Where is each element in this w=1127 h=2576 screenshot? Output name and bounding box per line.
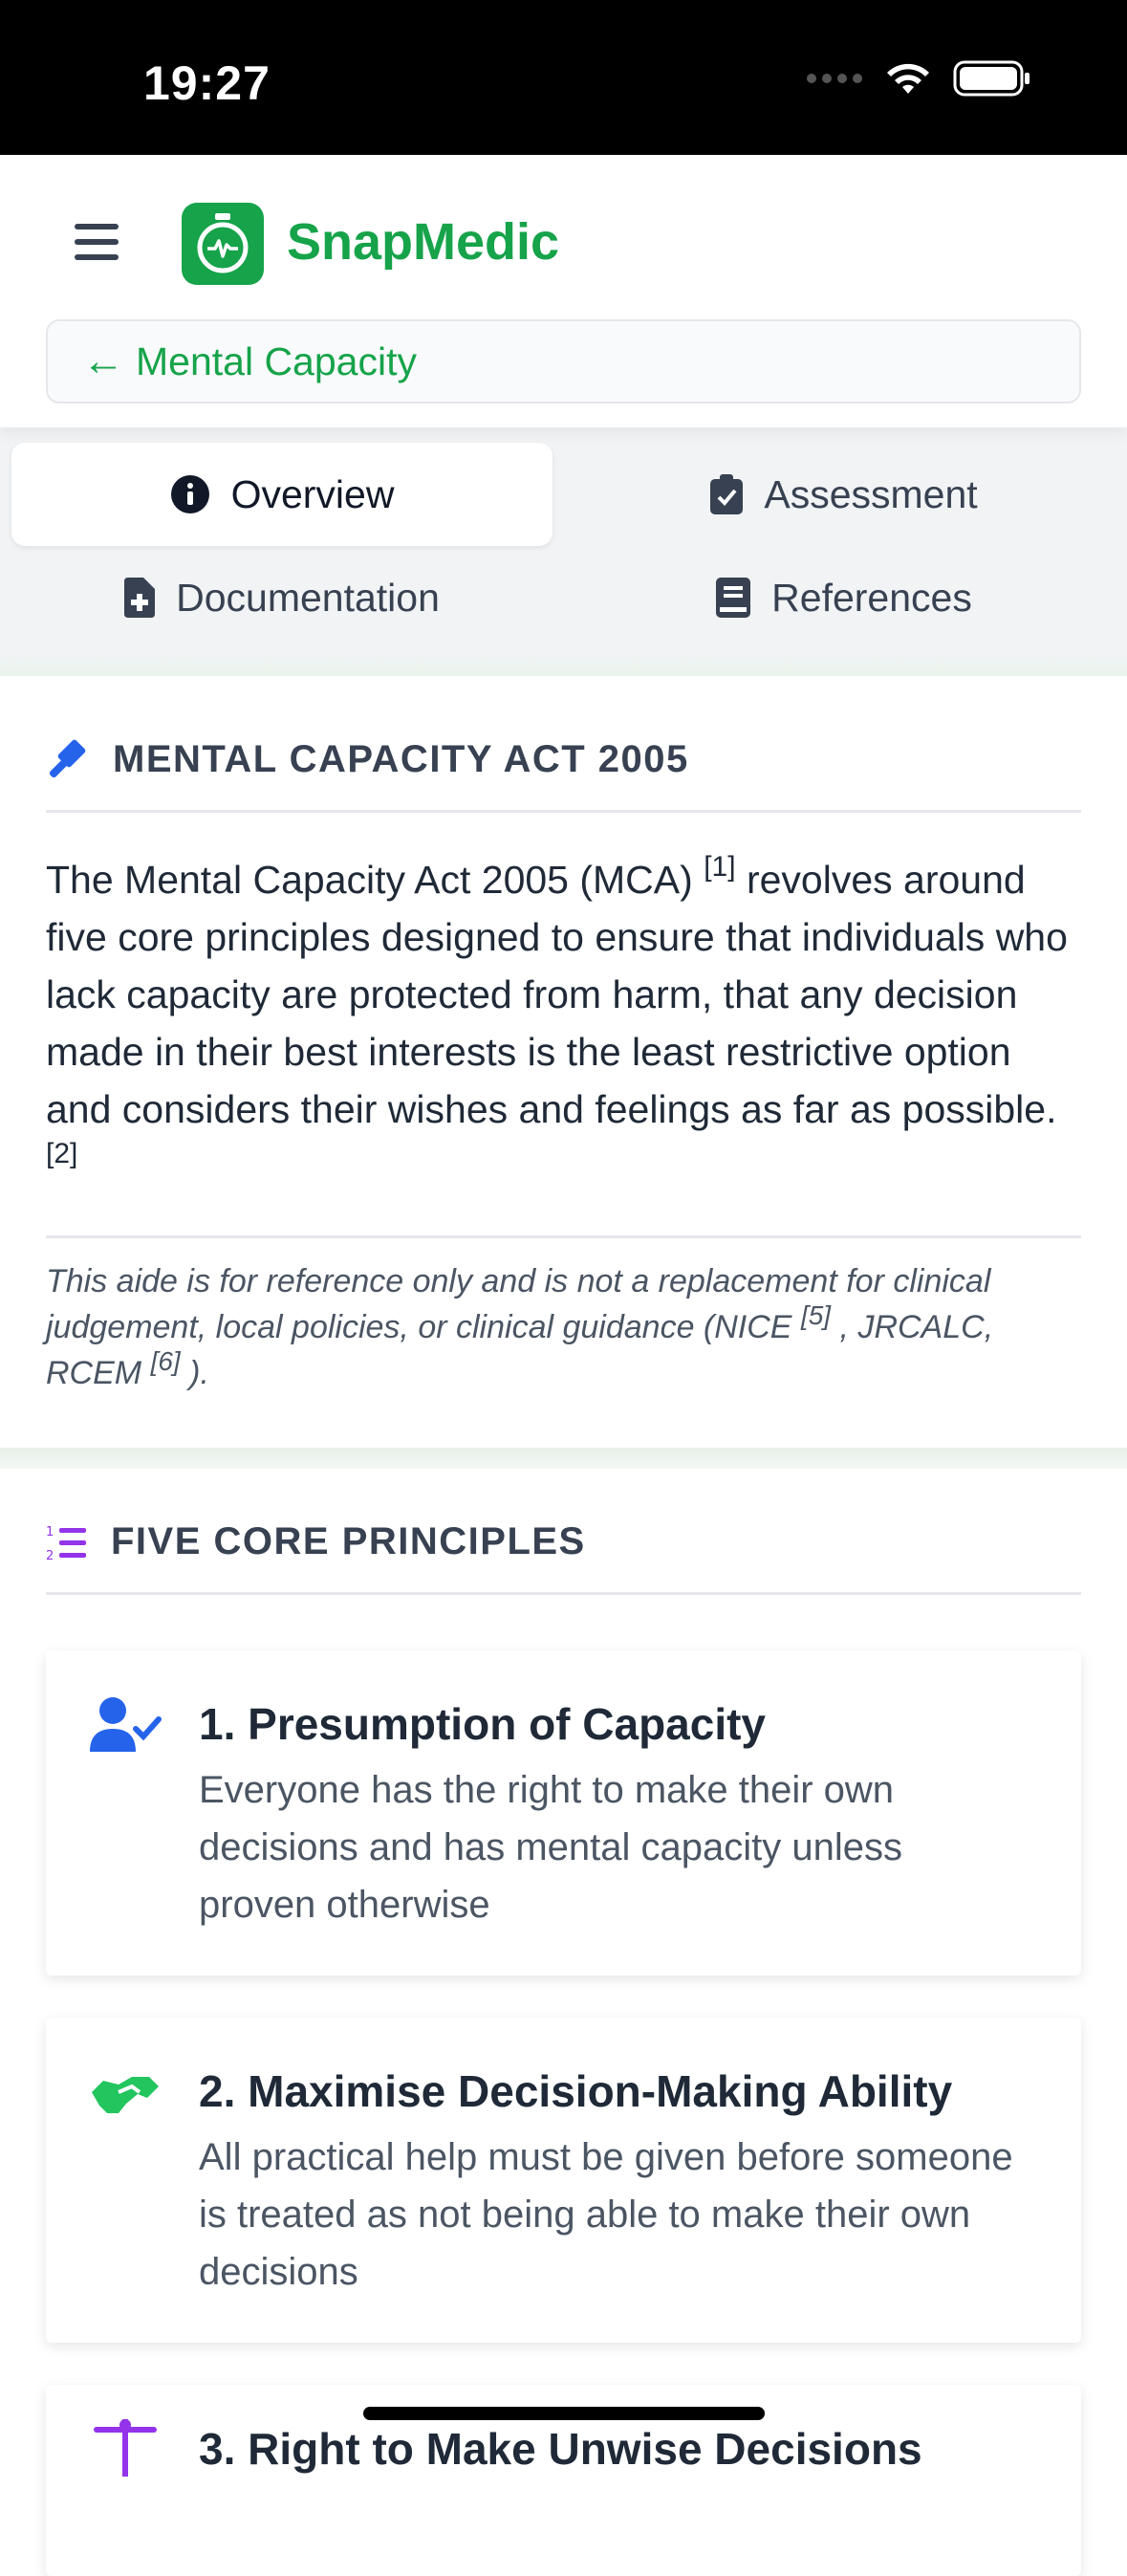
handshake-icon xyxy=(90,2063,161,2121)
section-title: MENTAL CAPACITY ACT 2005 xyxy=(113,738,689,780)
tab-references[interactable] xyxy=(574,546,1115,649)
tab-references-label: References xyxy=(771,575,972,620)
tab-assessment[interactable] xyxy=(574,443,1115,546)
mca-intro-text: The Mental Capacity Act 2005 (MCA) [1] revolves around five core principles designed to ensure that individuals who lack capacity are protected from harm, that any decision made in their best interests is the least restrictive option and considers their wishes and feelings as far as possible. [2] xyxy=(46,851,1068,1169)
principle-card xyxy=(46,2018,1081,2343)
file-medical-icon xyxy=(124,578,155,618)
brand-name: SnapMedic xyxy=(287,213,560,271)
back-button[interactable] xyxy=(46,319,1081,404)
status-icons xyxy=(806,59,1031,98)
principle-description: Everyone has the right to make their own decisions and has mental capacity unless proven otherwise xyxy=(199,1769,902,1926)
status-time: 19:27 xyxy=(143,56,271,110)
status-bar xyxy=(0,0,1127,155)
user-check-icon xyxy=(90,1696,161,1754)
tab-overview-label: Overview xyxy=(230,471,395,516)
principle-title: 1. Presumption of Capacity xyxy=(199,1699,767,1749)
disclaimer-text: This aide is for reference only and is not a replacement for clinical judgement, local policies, or clinical guidance (NICE [5] , JRCALC, RCEM [6] ). xyxy=(46,1263,994,1391)
principle-card xyxy=(46,1650,1081,1976)
tab-assessment-label: Assessment xyxy=(764,471,978,516)
cellular-signal-icon xyxy=(806,73,863,84)
section-header xyxy=(46,738,1081,813)
principles-section xyxy=(0,1469,1127,2474)
section-separator xyxy=(0,1448,1127,1469)
principle-description: All practical help must be given before someone is treated as not being able to make their own decisions xyxy=(199,2136,1013,2293)
principle-title: 3. Right to Make Unwise Decisions xyxy=(199,2424,922,2474)
tab-documentation[interactable] xyxy=(11,546,553,649)
wifi-icon xyxy=(884,59,932,98)
book-icon xyxy=(716,578,750,618)
battery-icon xyxy=(953,59,1031,98)
app-logo-icon xyxy=(182,203,264,285)
tab-bar xyxy=(0,427,1127,676)
reference-link-1[interactable]: [1] xyxy=(704,851,736,883)
app-header xyxy=(0,155,1127,427)
arrow-left-icon: ← xyxy=(82,338,124,384)
svg-text:2: 2 xyxy=(46,1548,54,1563)
gavel-icon xyxy=(46,739,88,781)
reference-link-6[interactable]: [6] xyxy=(150,1346,181,1376)
clipboard-check-icon xyxy=(710,474,743,514)
hamburger-menu-icon[interactable] xyxy=(75,224,119,262)
divider xyxy=(46,1235,1081,1238)
home-indicator[interactable] xyxy=(363,2407,765,2420)
tab-overview[interactable] xyxy=(11,443,553,546)
svg-text:1: 1 xyxy=(46,1524,54,1539)
scale-icon xyxy=(90,2419,161,2477)
info-icon xyxy=(170,474,210,514)
reference-link-2[interactable]: [2] xyxy=(46,1138,78,1169)
reference-link-5[interactable]: [5] xyxy=(800,1300,832,1330)
tab-documentation-label: Documentation xyxy=(176,575,440,620)
section-header xyxy=(46,1520,1081,1595)
mca-overview-section xyxy=(0,683,1127,1448)
list-ordered-icon xyxy=(46,1523,86,1561)
principle-title: 2. Maximise Decision-Making Ability xyxy=(199,2066,953,2116)
section-title: FIVE CORE PRINCIPLES xyxy=(111,1520,586,1562)
back-button-label: Mental Capacity xyxy=(136,338,417,383)
